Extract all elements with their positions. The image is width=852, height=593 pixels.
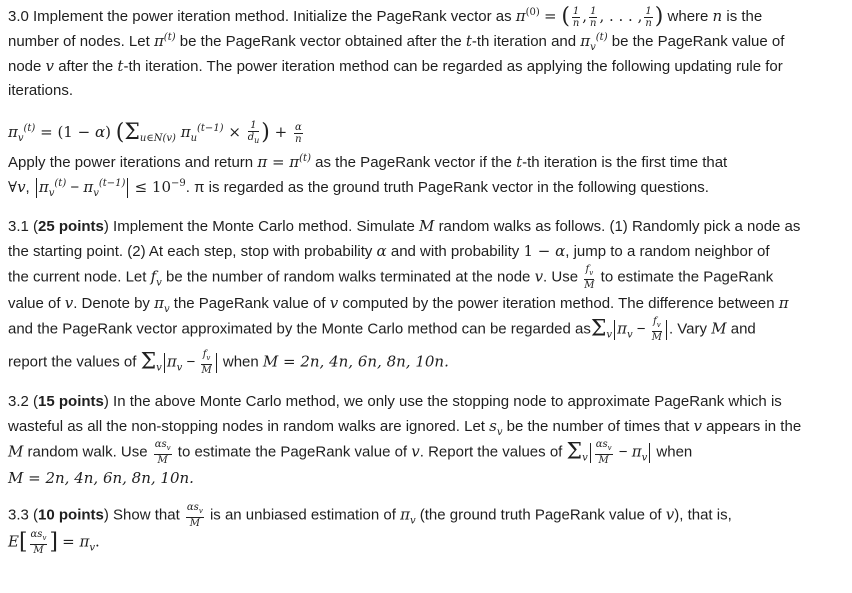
s31-line3: the current node. Let $f_v$ be the number of random walks terminated at the node v. Use $\frac{f_v}{M}$ to estimate the PageRank bbox=[8, 264, 774, 291]
text: ), that is, bbox=[674, 506, 732, 524]
text: wasteful as all the non-stopping nodes in random walks are ignored. Let bbox=[8, 418, 485, 435]
text: computed by the power iteration method. The difference between bbox=[342, 295, 775, 312]
m-values: M = 2n, 4n, 6n, 8n, 10n. bbox=[262, 352, 449, 371]
text: be the PageRank vector obtained after the bbox=[179, 33, 462, 50]
section-3-3 bbox=[8, 502, 844, 556]
s31-line6: report the values of $\Sigma_v$ $\pi_v$ − $\frac{f_v}{M}$ when M = 2n, 4n, 6n, 8n, 10n. bbox=[8, 349, 449, 376]
text: and with probability bbox=[390, 243, 520, 260]
s30-line3: node v after the t-th iteration. The power iteration method can be regarded as applying the following updating rule for bbox=[8, 57, 783, 75]
text: 3.0 Implement the power iteration method. Initialize the PageRank vector as bbox=[8, 8, 512, 25]
text: the starting point. (2) At each step, stop with probability bbox=[8, 243, 373, 260]
text: and the PageRank vector approximated by the Monte Carlo method can be regarded as bbox=[8, 320, 591, 338]
section-3-0 bbox=[8, 4, 844, 103]
s31-line1: 3.1 (25 points) Implement the Monte Carlo method. Simulate M random walks as follows. (1) Randomly pick a node as bbox=[8, 217, 801, 235]
text: 3.2 ( bbox=[8, 393, 39, 410]
text: value of bbox=[8, 295, 61, 312]
text: the PageRank value of bbox=[173, 295, 326, 312]
text: appears in the bbox=[706, 418, 802, 435]
apply-paragraph bbox=[8, 150, 844, 200]
s30-line4: iterations. bbox=[8, 82, 74, 99]
s30-line2: number of nodes. Let $\pi^{(t)}$ be the PageRank vector obtained after the t-th iteration and $\pi_v^{(t)}$ be the PageRank value of bbox=[8, 32, 785, 53]
s33-line2: E[ $\frac{\alpha s_v}{M}$ ] = $\pi_v$. bbox=[8, 529, 100, 556]
text: . π is regarded as the ground truth PageRank vector in the following questions. bbox=[185, 179, 709, 196]
s32-line1 bbox=[8, 390, 844, 414]
update-rule-equation: $\pi_v^{(t)} = (1 - \alpha)$ ($\Sigma_{u\in N(v)}$ $\pi_u^{(t-1)}$ × $\frac{1}{d_u}$ ) + $\frac{\alpha}{n}$ bbox=[8, 120, 302, 145]
s31-line4: value of v. Denote by $\pi_v$ the PageRank value of v computed by the power iteration method. The difference between π bbox=[8, 294, 789, 315]
text: Apply the power iterations and return bbox=[8, 154, 254, 171]
text: be the number of times that bbox=[506, 418, 690, 435]
text: be the PageRank value of bbox=[611, 33, 785, 50]
text: (the ground truth PageRank value of bbox=[419, 506, 662, 524]
text: ) In the above Monte Carlo method, we only use the stopping node to approximate PageRank which is bbox=[103, 393, 782, 410]
text: is an unbiased estimation of bbox=[209, 506, 396, 524]
points: 25 points bbox=[38, 218, 104, 235]
text: when bbox=[222, 353, 259, 371]
text: report the values of bbox=[8, 353, 137, 371]
text: 3.1 ( bbox=[8, 218, 39, 235]
text: . Vary bbox=[668, 320, 708, 338]
text: to estimate the PageRank bbox=[600, 268, 774, 286]
s32-line2: wasteful as all the non-stopping nodes in random walks are ignored. Let $s_v$ be the number of times that v appears in the bbox=[8, 417, 802, 438]
text: ) Show that bbox=[103, 506, 180, 524]
points: 10 points bbox=[38, 506, 104, 524]
text: -th iteration. The power iteration method can be regarded as applying the following updating rule for bbox=[123, 58, 783, 75]
text: node bbox=[8, 58, 42, 75]
text: number of nodes. Let bbox=[8, 33, 150, 50]
points: 15 points bbox=[38, 393, 104, 410]
text: -th iteration is the first time that bbox=[522, 154, 728, 171]
section-3-1 bbox=[8, 214, 844, 376]
text: . Denote by bbox=[73, 295, 150, 312]
text: random walk. Use bbox=[27, 443, 148, 461]
s31-line5: and the PageRank vector approximated by the Monte Carlo method can be regarded asΣ$_v$ $\pi_v$ − $\frac{f_v}{M}$ . Vary M and bbox=[8, 316, 756, 343]
text: . Report the values of bbox=[419, 443, 563, 461]
m-values: M = 2n, 4n, 6n, 8n, 10n. bbox=[8, 469, 194, 487]
s32-line3: M random walk. Use $\frac{\alpha s_v}{M}$ to estimate the PageRank value of v. Report the values of $\Sigma_v$ $\frac{\alpha s_v}{M}$ − $\pi_v$ when bbox=[8, 439, 693, 466]
text: when bbox=[656, 443, 693, 461]
s33-line1: 3.3 (10 points) Show that $\frac{\alpha s_v}{M}$ is an unbiased estimation of $\pi_v$ (the ground truth PageRank value of v), that is, bbox=[8, 502, 732, 529]
text: random walks as follows. (1) Randomly pick a node as bbox=[438, 218, 801, 235]
text: the current node. Let bbox=[8, 268, 147, 286]
s31-line2: the starting point. (2) At each step, stop with probability α and with probability 1 − α, jump to a random neighbor of bbox=[8, 242, 770, 260]
text: , jump to a random neighbor of bbox=[565, 243, 770, 260]
apply-line2: ∀v, $\pi_v^{(t)} - \pi_v^{(t-1)} \le 10^{-9}$. π is regarded as the ground truth PageRank vector in the following questions. bbox=[8, 178, 709, 199]
s32-line4 bbox=[8, 466, 844, 491]
text: after the bbox=[58, 58, 114, 75]
text: where bbox=[667, 8, 709, 25]
s30-line1: 3.0 Implement the power iteration method. Initialize the PageRank vector as $\pi^{(0)}$ = ( $\frac{1}{n}$ , $\frac{1}{n}$ , . . . , $\frac{1}{n}$ ) where n is the bbox=[8, 4, 763, 30]
text: ) Implement the Monte Carlo method. Simulate bbox=[103, 218, 415, 235]
text: as the PageRank vector if the bbox=[315, 154, 512, 171]
section-3-2 bbox=[8, 390, 844, 491]
text: . Use bbox=[543, 268, 579, 286]
text: to estimate the PageRank value of bbox=[177, 443, 408, 461]
text: 3.3 ( bbox=[8, 506, 39, 524]
text: be the number of random walks terminated at the node bbox=[166, 268, 531, 286]
text: is the bbox=[726, 8, 763, 25]
text: -th iteration and bbox=[471, 33, 577, 50]
text: and bbox=[730, 320, 756, 338]
apply-line1: Apply the power iterations and return $\pi = \pi^{(t)}$ as the PageRank vector if the t-th iteration is the first time that bbox=[8, 153, 728, 171]
